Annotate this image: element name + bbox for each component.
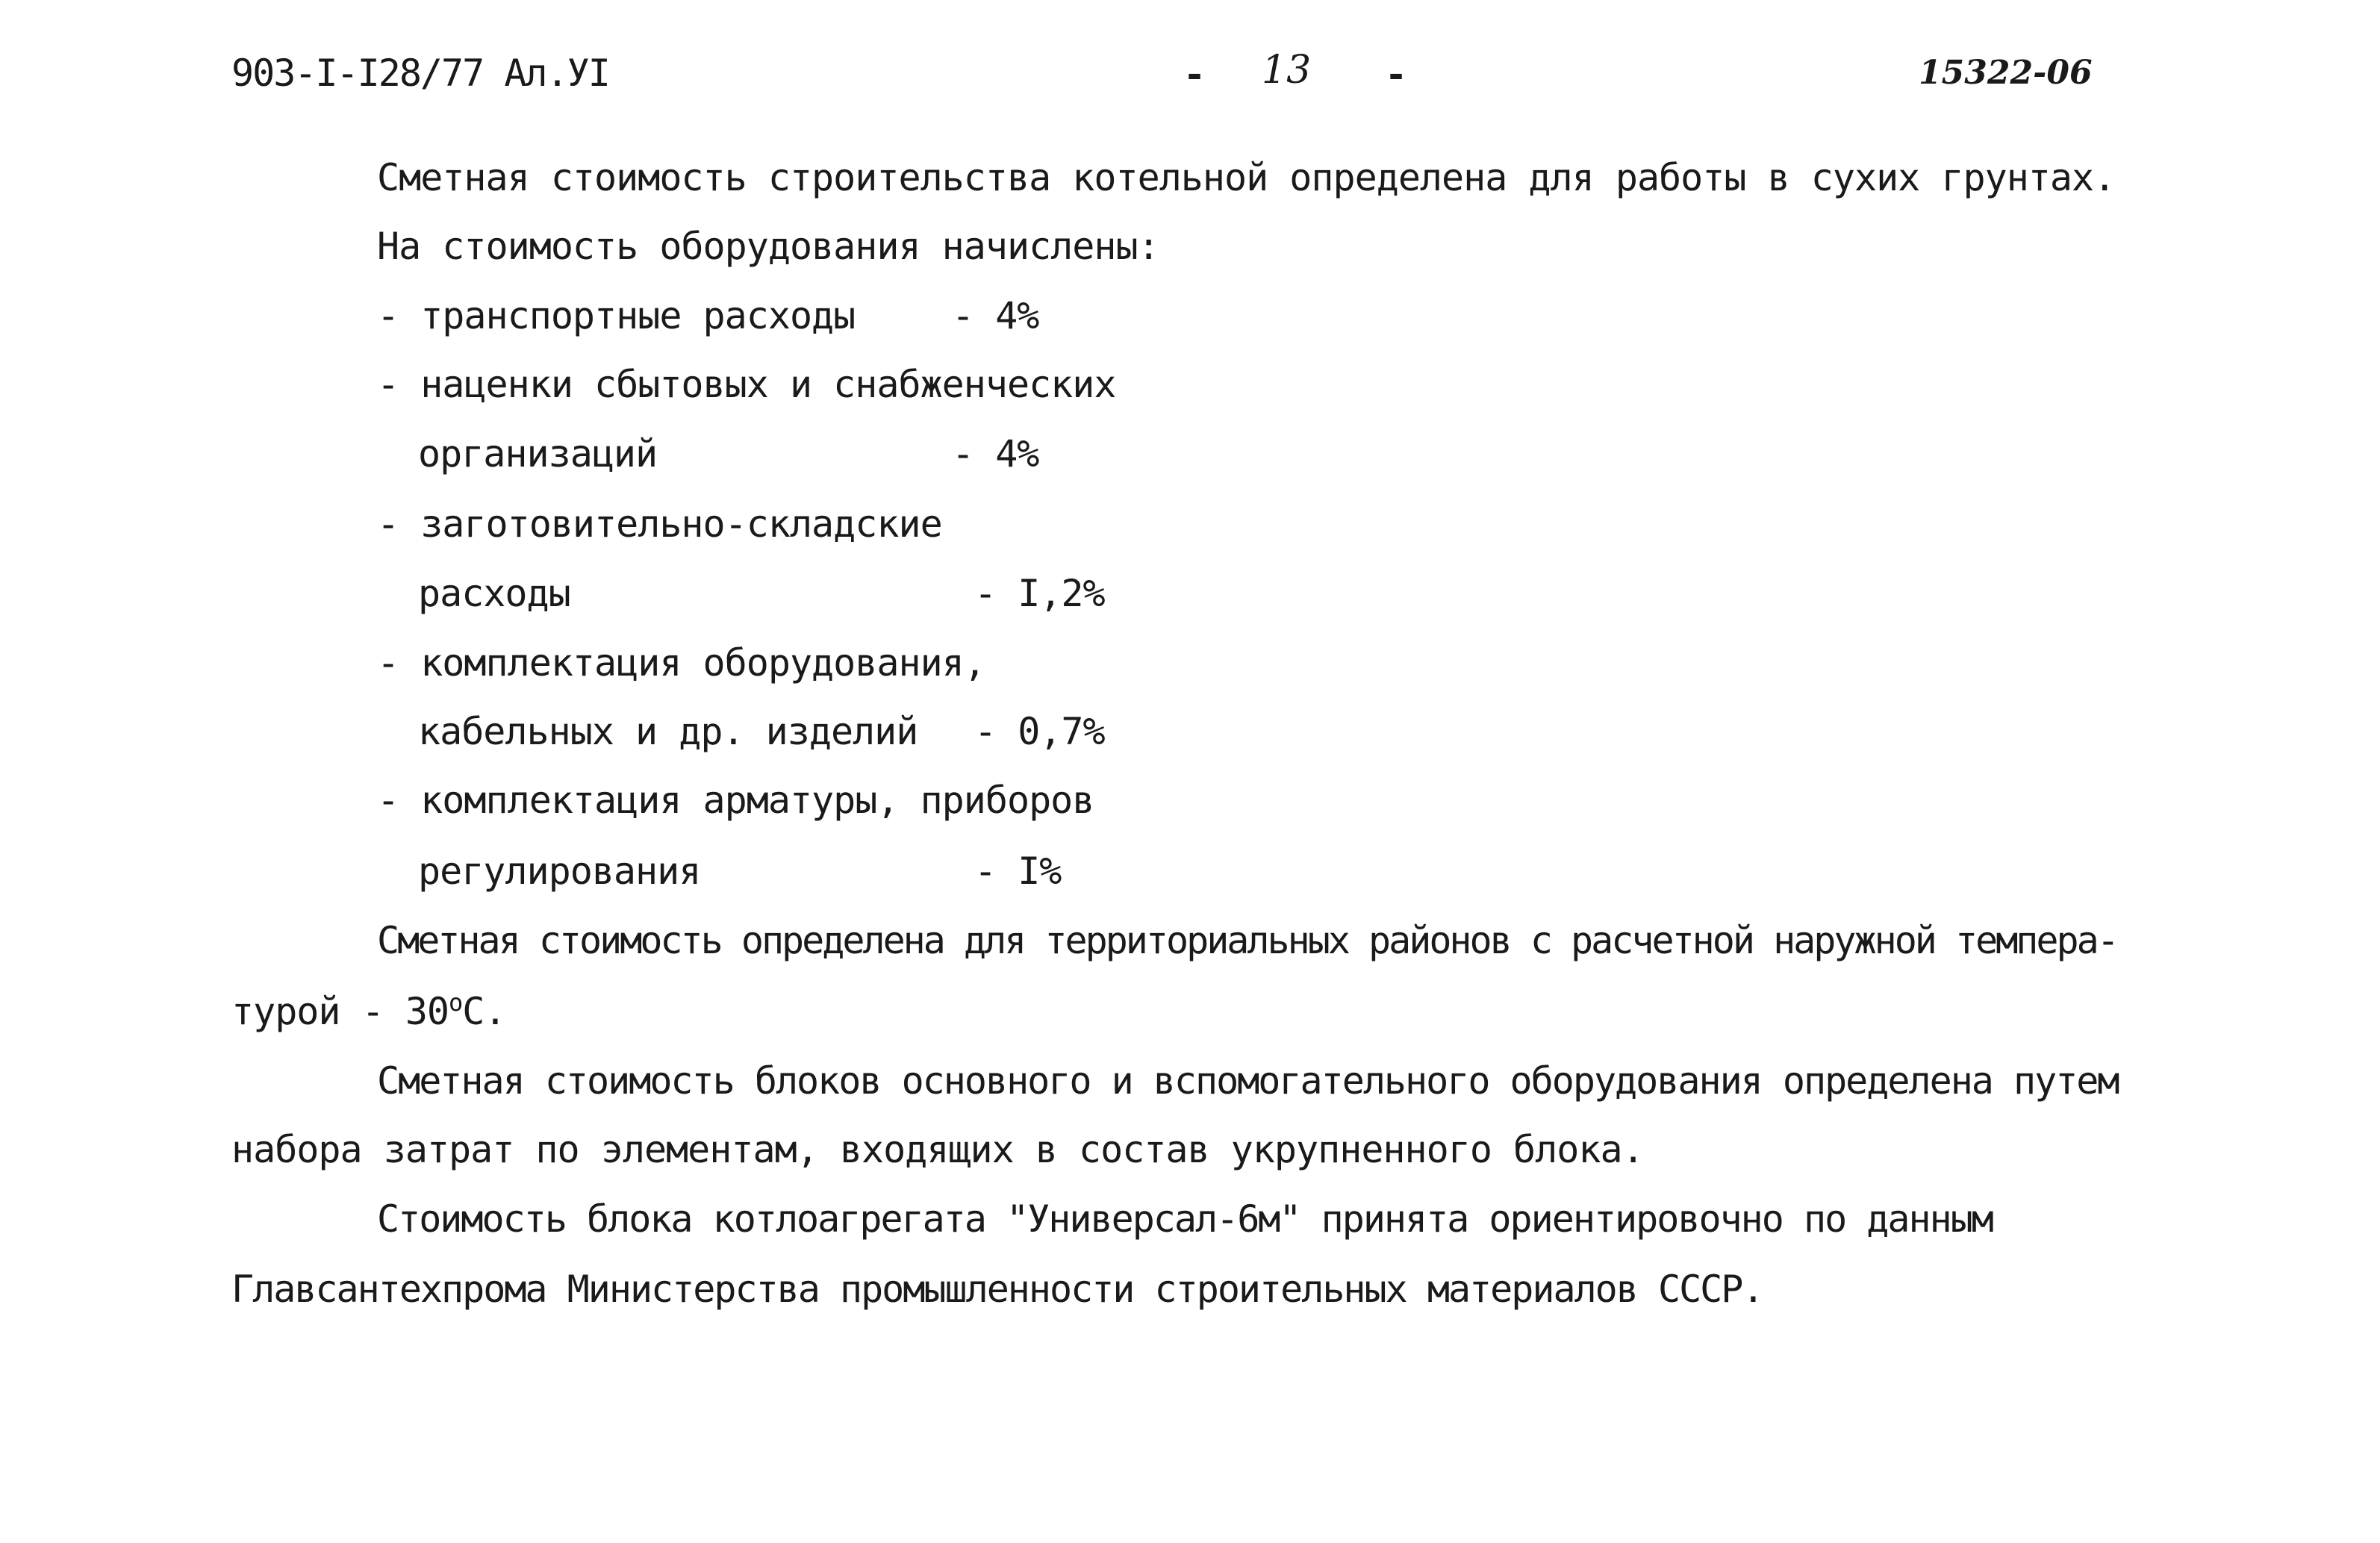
list-item-markups: - наценки сбытовых и снабженческих xyxy=(377,363,1116,406)
temperature-unit: С. xyxy=(462,990,506,1033)
list-item-markups-cont: организаций xyxy=(418,432,658,476)
boiler-paragraph-line1: Стоимость блока котлоагрегата "Универсал-6м" принята ориентировочно по данным xyxy=(377,1197,1993,1241)
list-item-fittings-kit: - комплектация арматуры, приборов xyxy=(377,779,1094,822)
list-value-transport: - 4% xyxy=(952,294,1039,337)
blocks-paragraph-line2: набора затрат по элементам, входящих в состав укрупненного блока. xyxy=(231,1128,1644,1171)
list-value-warehouse: - I,2% xyxy=(974,572,1105,615)
boiler-paragraph-line2: Главсантехпрома Министерства промышленности строительных материалов СССР. xyxy=(231,1268,1763,1311)
page-number-dash-right: - xyxy=(1385,53,1407,96)
list-value-equipment-kit: - 0,7% xyxy=(974,710,1105,753)
page-number-dash-left: - xyxy=(1183,53,1206,96)
degree-sign: о xyxy=(449,988,463,1017)
intro-paragraph: Сметная стоимость строительства котельной определена для работы в сухих грунтах. xyxy=(377,156,2116,199)
document-code: 903-I-I28/77 Ал.УI xyxy=(231,52,609,95)
list-value-fittings-kit: - I% xyxy=(974,850,1062,893)
list-item-warehouse: - заготовительно-складские xyxy=(377,502,942,546)
list-item-equipment-kit: - комплектация оборудования, xyxy=(377,641,985,685)
temperature-prefix: турой - 30 xyxy=(231,990,449,1033)
temperature-paragraph-line2 xyxy=(231,989,506,1034)
list-item-fittings-kit-cont: регулирования xyxy=(418,850,701,893)
page-number: 13 xyxy=(1262,48,1312,93)
list-item-warehouse-cont: расходы xyxy=(418,572,570,615)
list-item-transport: - транспортные расходы xyxy=(377,294,856,337)
temperature-paragraph-line1: Сметная стоимость определена для территориальных районов с расчетной наружной темпера- xyxy=(377,919,2117,962)
blocks-paragraph-line1: Сметная стоимость блоков основного и вспомогательного оборудования определена путем xyxy=(377,1059,2119,1103)
list-item-equipment-kit-cont: кабельных и др. изделий xyxy=(418,710,918,753)
archive-number: 15322-06 xyxy=(1919,54,2093,92)
list-value-markups: - 4% xyxy=(952,432,1039,476)
equipment-heading: На стоимость оборудования начислены: xyxy=(377,225,1159,268)
